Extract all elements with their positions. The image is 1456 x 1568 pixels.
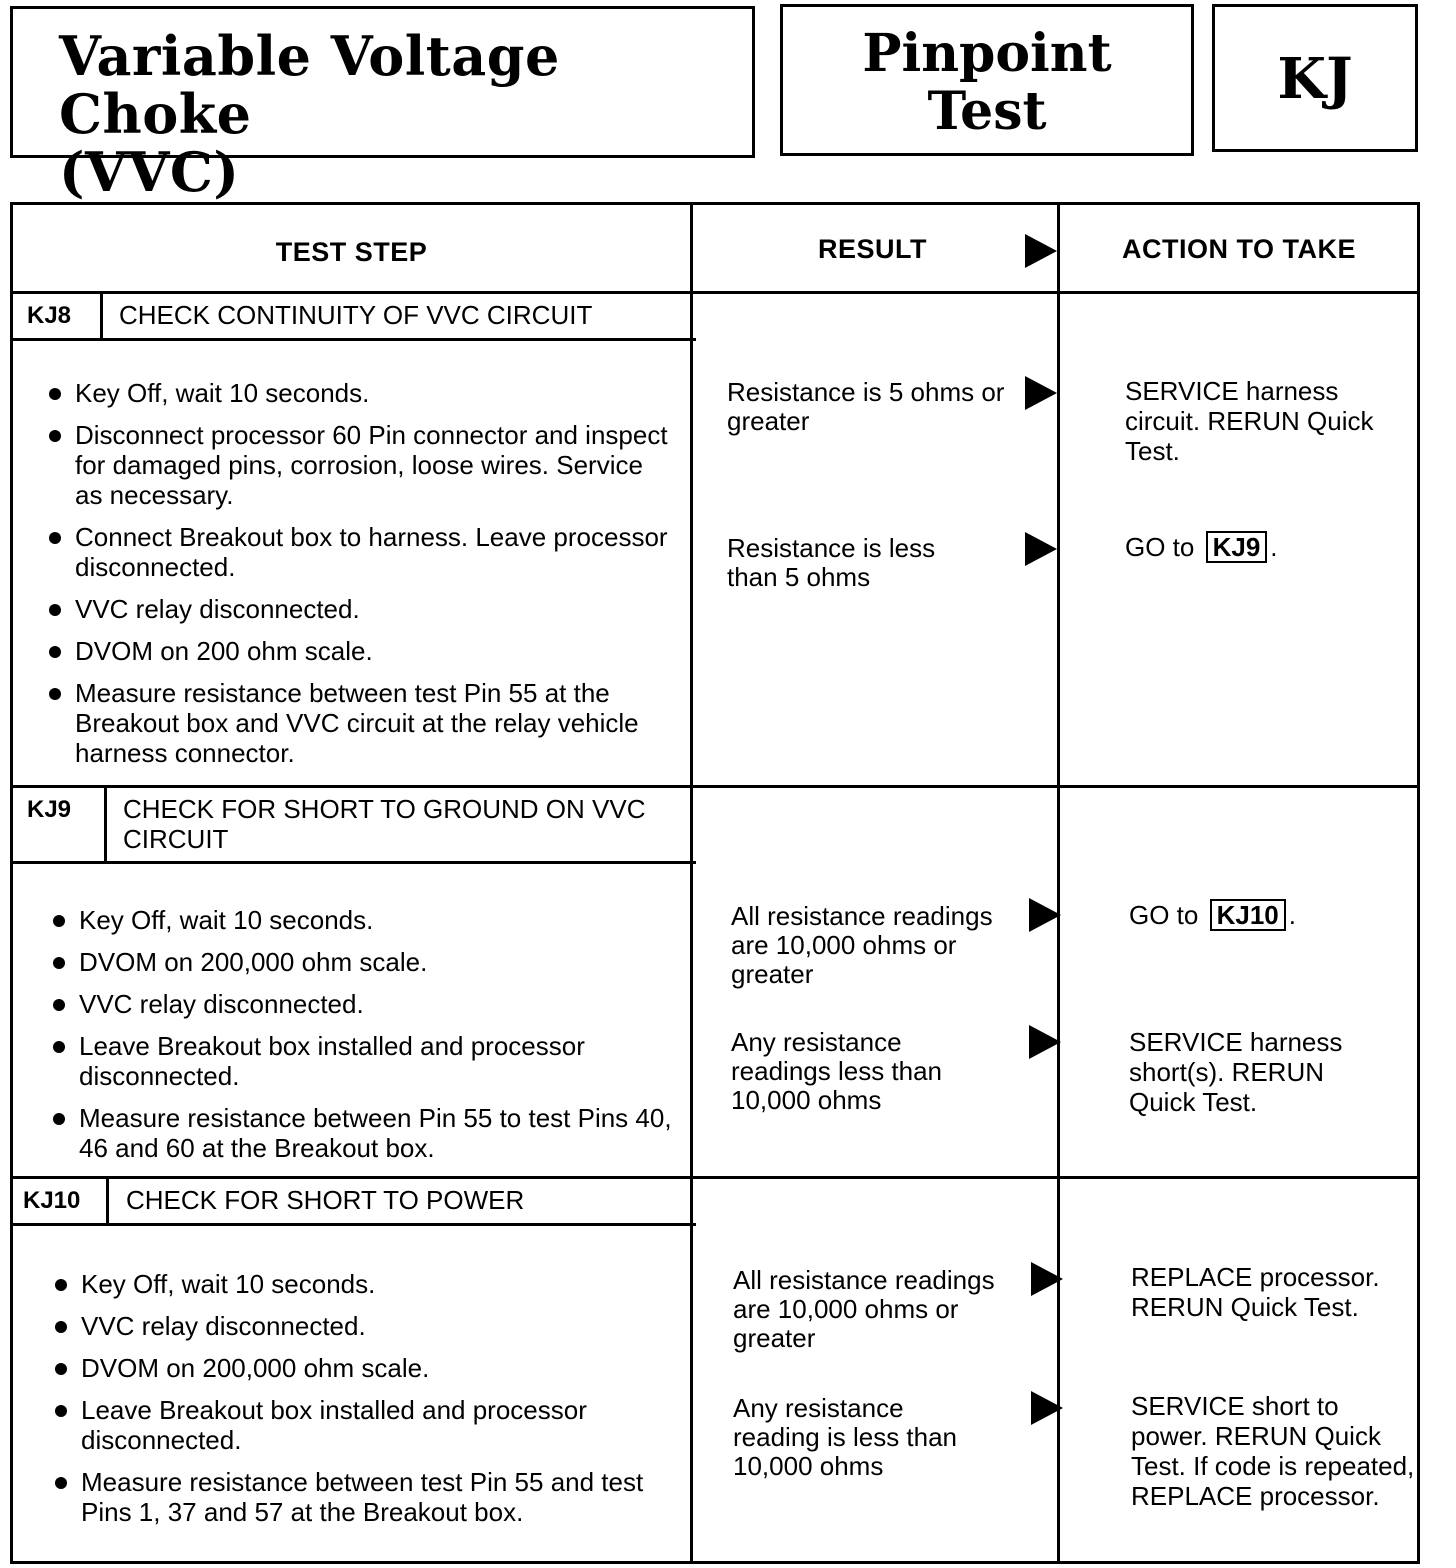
- bullet-icon: [55, 1363, 67, 1375]
- result-text: Any resistance readings less than 10,000 ohms: [731, 1027, 943, 1115]
- step-reference-link[interactable]: KJ10: [1210, 899, 1286, 931]
- instruction-item: VVC relay disconnected.: [49, 989, 689, 1019]
- result-text: Resistance is less than 5 ohms: [727, 533, 936, 592]
- instruction-item: Measure resistance between test Pin 55 at the Breakout box and VVC circuit at the relay vehicle harness connector.: [45, 678, 675, 768]
- instruction-item: DVOM on 200,000 ohm scale.: [51, 1353, 691, 1383]
- pinpoint-test-table: [10, 202, 1420, 1564]
- instruction-item: Disconnect processor 60 Pin connector and inspect for damaged pins, corrosion, loose wires. Service as necessary.: [45, 420, 675, 510]
- column-divider: [1057, 205, 1060, 1561]
- action-suffix: .: [1270, 532, 1278, 562]
- bullet-icon: [49, 646, 61, 658]
- instruction-item: DVOM on 200 ohm scale.: [45, 636, 675, 666]
- arrow-right-icon: [1025, 234, 1057, 268]
- action-suffix: .: [1288, 900, 1296, 930]
- arrow-right-icon: [1031, 1262, 1063, 1296]
- arrow-right-icon: [1031, 1391, 1063, 1425]
- title-line-1: Variable Voltage Choke: [59, 24, 560, 146]
- bullet-icon: [55, 1405, 67, 1417]
- instruction-item: DVOM on 200,000 ohm scale.: [49, 947, 689, 977]
- action-text: SERVICE harness circuit. RERUN Quick Test.: [1125, 376, 1374, 466]
- arrow-right-icon: [1029, 898, 1061, 932]
- test-type-line-2: Test: [927, 81, 1047, 142]
- step-id: KJ9: [13, 788, 107, 861]
- step-title: CHECK FOR SHORT TO GROUND ON VVC CIRCUIT: [123, 794, 646, 854]
- page-title: [59, 24, 752, 204]
- bullet-icon: [53, 915, 65, 927]
- instruction-item: VVC relay disconnected.: [51, 1311, 691, 1341]
- arrow-right-icon: [1025, 376, 1057, 410]
- instruction-item: Measure resistance between test Pin 55 and test Pins 1, 37 and 57 at the Breakout box.: [51, 1467, 691, 1527]
- arrow-right-icon: [1025, 532, 1057, 566]
- bullet-icon: [55, 1321, 67, 1333]
- instruction-item: Key Off, wait 10 seconds.: [51, 1269, 691, 1299]
- instruction-item: VVC relay disconnected.: [45, 594, 675, 624]
- column-header-test-step: TEST STEP: [275, 236, 428, 267]
- action-goto: [1129, 899, 1419, 931]
- instruction-item: Leave Breakout box installed and processor disconnected.: [51, 1395, 691, 1455]
- action-prefix: GO to: [1129, 900, 1199, 930]
- instruction-item: Key Off, wait 10 seconds.: [45, 378, 675, 408]
- result-text: All resistance readings are 10,000 ohms or greater: [731, 901, 993, 989]
- bullet-icon: [53, 957, 65, 969]
- instruction-item: Measure resistance between Pin 55 to test Pins 40, 46 and 60 at the Breakout box.: [49, 1103, 689, 1163]
- result-text: Any resistance reading is less than 10,000 ohms: [733, 1393, 958, 1481]
- bullet-icon: [49, 604, 61, 616]
- bullet-icon: [53, 1041, 65, 1053]
- step-instructions-kj9: [49, 905, 689, 1175]
- step-id: KJ8: [13, 294, 103, 338]
- column-header-action: ACTION TO TAKE: [1122, 233, 1356, 264]
- step-instructions-kj10: [51, 1269, 691, 1539]
- result-text: Resistance is 5 ohms or greater: [727, 377, 1005, 436]
- test-code-box: [1212, 4, 1418, 152]
- title-line-2: (VVC): [59, 140, 240, 204]
- result-text: All resistance readings are 10,000 ohms or greater: [733, 1265, 995, 1353]
- column-header-result: RESULT: [818, 233, 927, 264]
- step-instructions-kj8: [45, 378, 675, 780]
- bullet-icon: [55, 1279, 67, 1291]
- test-type-box: [780, 4, 1194, 156]
- bullet-icon: [49, 532, 61, 544]
- action-text: SERVICE harness short(s). RERUN Quick Test.: [1129, 1027, 1343, 1117]
- title-box: [10, 6, 755, 204]
- step-title: CHECK FOR SHORT TO POWER: [126, 1185, 525, 1215]
- test-code: KJ: [1277, 46, 1353, 112]
- step-header-kj9: [13, 788, 696, 864]
- arrow-right-icon: [1029, 1025, 1061, 1059]
- step-header-kj10: [13, 1179, 696, 1226]
- action-text: SERVICE short to power. RERUN Quick Test. If code is repeated, REPLACE processor.: [1131, 1391, 1415, 1511]
- step-header-kj8: [13, 294, 696, 341]
- bullet-icon: [49, 388, 61, 400]
- bullet-icon: [55, 1477, 67, 1489]
- bullet-icon: [49, 430, 61, 442]
- step-title: CHECK CONTINUITY OF VVC CIRCUIT: [119, 300, 593, 330]
- step-reference-link[interactable]: KJ9: [1206, 531, 1268, 563]
- action-prefix: GO to: [1125, 532, 1195, 562]
- test-type-line-1: Pinpoint: [862, 23, 1112, 84]
- instruction-item: Leave Breakout box installed and processor disconnected.: [49, 1031, 689, 1091]
- action-goto: [1125, 531, 1415, 563]
- step-id: KJ10: [13, 1179, 109, 1223]
- action-text: REPLACE processor. RERUN Quick Test.: [1131, 1262, 1380, 1322]
- bullet-icon: [49, 688, 61, 700]
- bullet-icon: [53, 999, 65, 1011]
- bullet-icon: [53, 1113, 65, 1125]
- instruction-item: Connect Breakout box to harness. Leave processor disconnected.: [45, 522, 675, 582]
- instruction-item: Key Off, wait 10 seconds.: [49, 905, 689, 935]
